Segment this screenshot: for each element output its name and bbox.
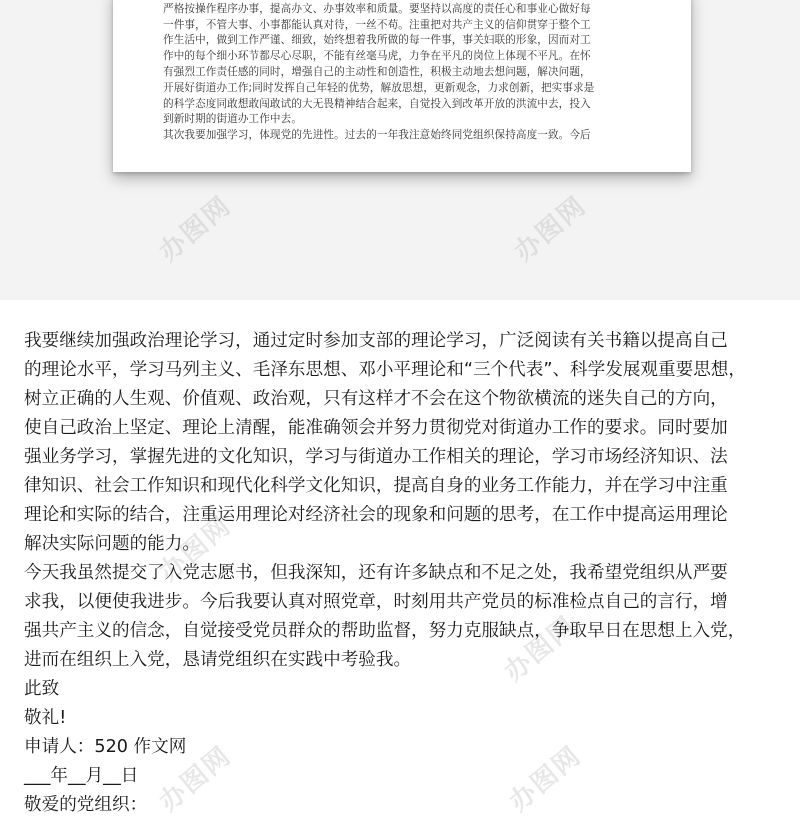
preview-line: 一件事，不管大事、小事都能认真对待，一丝不苟。注重把对共产主义的信仰贯穿于整个工 — [163, 18, 591, 31]
watermark-text: 办图网 — [498, 610, 583, 688]
body-line: 树立正确的人生观、价值观、政治观，只有这样才不会在这个物欲横流的迷失自己的方向， — [24, 389, 728, 409]
body-line: 使自己政治上坚定、理论上清醒，能准确领会并努力贯彻党对街道办工作的要求。同时要加 — [24, 418, 728, 438]
body-line: 敬爱的党组织： — [24, 795, 148, 815]
body-line: 申请人：520 作文网 — [24, 737, 187, 757]
body-line: 敬礼! — [24, 708, 67, 728]
body-line: 此致 — [24, 679, 60, 699]
body-line: 今天我虽然提交了入党志愿书，但我深知，还有许多缺点和不足之处，我希望党组织从严要 — [24, 563, 728, 583]
preview-text-block — [163, 0, 647, 144]
preview-line: 到新时期的街道办工作中去。 — [163, 113, 303, 126]
preview-line: 作生活中，做到工作严谨、细致，始终想着我所做的每一件事，事关妇联的形象，因而对工 — [163, 34, 591, 47]
watermark-text: 办图网 — [153, 740, 238, 818]
preview-line: 其次我要加强学习，体现党的先进性。过去的一年我注意始终同党组织保持高度一致。今后 — [163, 129, 591, 142]
preview-line: 严格按操作程序办事，提高办文、办事效率和质量。要坚持以高度的责任心和事业心做好每 — [163, 2, 591, 15]
body-line: 律知识、社会工作知识和现代化科学文化知识，提高自身的业务工作能力，并在学习中注重 — [24, 476, 728, 496]
preview-line: 有强烈工作责任感的同时，增强自己的主动性和创造性，积极主动地去想问题，解决问题， — [163, 65, 591, 78]
body-line: 解决实际问题的能力。 — [24, 534, 200, 554]
body-line: 强共产主义的信念，自觉接受党员群众的帮助监督，努力克服缺点，争取早日在思想上入党， — [24, 621, 746, 641]
body-line: 强业务学习，掌握先进的文化知识，学习与街道办工作相关的理论，学习市场经济知识、法 — [24, 447, 728, 467]
body-line: 我要继续加强政治理论学习，通过定时参加支部的理论学习，广泛阅读有关书籍以提高自己 — [24, 331, 728, 351]
preview-line: 开展好街道办工作;同时发挥自己年轻的优势，解放思想，更新观念，力求创新，把实事求是 — [163, 81, 595, 94]
body-line: 进而在组织上入党，恳请党组织在实践中考验我。 — [24, 650, 412, 670]
document-preview-card — [113, 0, 691, 172]
body-line: ___年__月__日 — [24, 766, 139, 786]
body-line: 的理论水平，学习马列主义、毛泽东思想、邓小平理论和“三个代表”、科学发展观重要思想， — [24, 360, 746, 380]
body-line: 求我，以便使我进步。今后我要认真对照党章，时刻用共产党员的标准检点自己的言行，增 — [24, 592, 728, 612]
watermark-text: 办图网 — [153, 510, 238, 588]
watermark-text: 办图网 — [503, 740, 588, 818]
preview-line: 的科学态度同敢想敢闯敢试的大无畏精神结合起来，自觉投入到改革开放的洪流中去，投入 — [163, 97, 591, 110]
watermark-text: 办图网 — [508, 190, 593, 268]
letter-body-text — [24, 327, 784, 820]
watermark-text: 办图网 — [153, 190, 238, 268]
body-line: 理论和实际的结合，注重运用理论对经济社会的现象和问题的思考，在工作中提高运用理论 — [24, 505, 728, 525]
preview-line: 作中的每个细小环节都尽心尽职，不能有丝毫马虎，力争在平凡的岗位上体现不平凡。在怀 — [163, 50, 591, 63]
